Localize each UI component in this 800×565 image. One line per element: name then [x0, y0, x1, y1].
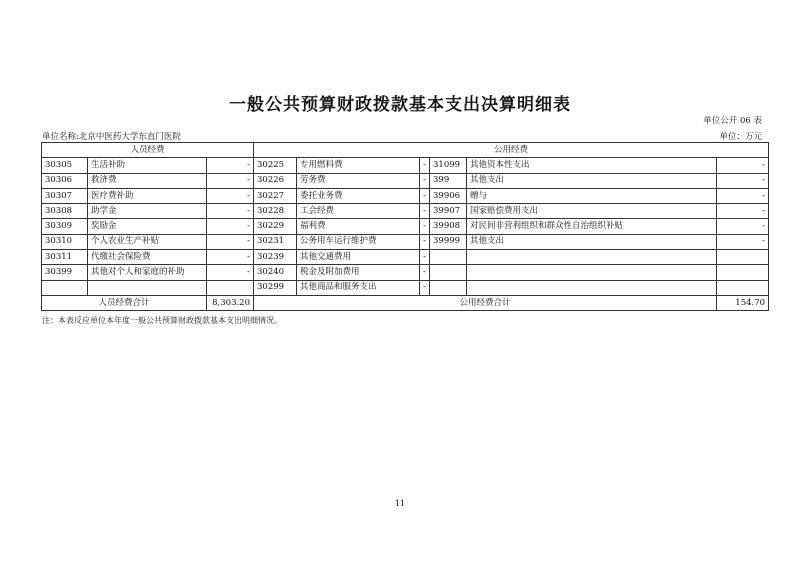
personnel-item: 个人农业生产补贴	[88, 234, 207, 249]
personnel-item: 医疗费补助	[88, 188, 207, 203]
public-value-2: -	[717, 188, 769, 203]
personnel-value: -	[207, 219, 254, 234]
table-row	[42, 265, 769, 280]
public-item: 委托业务费	[297, 188, 420, 203]
personnel-code: 30399	[42, 265, 88, 280]
personnel-code: 30306	[42, 173, 88, 188]
public-code: 30225	[254, 158, 297, 173]
table-number: 单位公开 06 表	[703, 116, 762, 126]
personnel-header: 人员经费	[42, 143, 254, 158]
public-code-2: 39906	[430, 188, 467, 203]
totals-row	[42, 295, 769, 310]
public-code: 30239	[254, 250, 297, 265]
public-code-2: 31099	[430, 158, 467, 173]
personnel-value: -	[207, 250, 254, 265]
personnel-value: -	[207, 265, 254, 280]
personnel-total-label: 人员经费合计	[42, 295, 207, 310]
table-row	[42, 173, 769, 188]
personnel-code: 30307	[42, 188, 88, 203]
personnel-value: -	[207, 158, 254, 173]
public-code: 30227	[254, 188, 297, 203]
table-row	[42, 280, 769, 295]
personnel-item: 救济费	[88, 173, 207, 188]
public-value-2	[717, 265, 769, 280]
public-code-2: 399	[430, 173, 467, 188]
public-value-2: -	[717, 219, 769, 234]
personnel-item	[88, 280, 207, 295]
public-value: -	[420, 204, 430, 219]
public-code-2	[430, 250, 467, 265]
public-item-2	[467, 280, 717, 295]
public-item-2: 其他支出	[467, 234, 717, 249]
table-row	[42, 188, 769, 203]
public-value-2: -	[717, 204, 769, 219]
personnel-code: 30309	[42, 219, 88, 234]
public-total-label: 公用经费合计	[254, 295, 717, 310]
page-number: 11	[394, 499, 406, 508]
public-item-2	[467, 265, 717, 280]
personnel-value	[207, 280, 254, 295]
table-row	[42, 234, 769, 249]
expenditure-table	[41, 142, 769, 311]
public-code: 30229	[254, 219, 297, 234]
unit-name: 单位名称:北京中医药大学东直门医院	[42, 132, 181, 142]
public-item: 公务用车运行维护费	[297, 234, 420, 249]
public-item-2	[467, 250, 717, 265]
public-code-2	[430, 280, 467, 295]
table-row	[42, 250, 769, 265]
footnote: 注：本表反应单位本年度一般公共预算财政拨款基本支出明细情况。	[42, 316, 282, 325]
public-code-2: 39999	[430, 234, 467, 249]
personnel-value: -	[207, 234, 254, 249]
personnel-value: -	[207, 204, 254, 219]
public-item: 税金及附加费用	[297, 265, 420, 280]
public-value: -	[420, 219, 430, 234]
public-value-2	[717, 280, 769, 295]
public-code: 30231	[254, 234, 297, 249]
personnel-item: 代缴社会保险费	[88, 250, 207, 265]
public-value-2: -	[717, 173, 769, 188]
personnel-item: 奖励金	[88, 219, 207, 234]
public-item: 其他交通费用	[297, 250, 420, 265]
public-item: 福利费	[297, 219, 420, 234]
table-row	[42, 219, 769, 234]
public-code-2: 39908	[430, 219, 467, 234]
public-value: -	[420, 250, 430, 265]
public-item: 劳务费	[297, 173, 420, 188]
personnel-code: 30308	[42, 204, 88, 219]
public-item: 工会经费	[297, 204, 420, 219]
personnel-value: -	[207, 188, 254, 203]
public-value: -	[420, 265, 430, 280]
public-value: -	[420, 280, 430, 295]
public-item-2: 其他资本性支出	[467, 158, 717, 173]
table-row	[42, 204, 769, 219]
public-item: 其他商品和服务支出	[297, 280, 420, 295]
personnel-code	[42, 280, 88, 295]
public-item-2: 赠与	[467, 188, 717, 203]
public-code: 30226	[254, 173, 297, 188]
public-header: 公用经费	[254, 143, 769, 158]
personnel-item: 生活补助	[88, 158, 207, 173]
personnel-code: 30310	[42, 234, 88, 249]
public-code-2	[430, 265, 467, 280]
public-value-2: -	[717, 158, 769, 173]
public-item-2: 国家赔偿费用支出	[467, 204, 717, 219]
public-value-2	[717, 250, 769, 265]
public-value: -	[420, 173, 430, 188]
personnel-item: 助学金	[88, 204, 207, 219]
personnel-code: 30305	[42, 158, 88, 173]
table-row	[42, 158, 769, 173]
public-item-2: 对民间非营利组织和群众性自治组织补贴	[467, 219, 717, 234]
public-item: 专用燃料费	[297, 158, 420, 173]
public-code: 30228	[254, 204, 297, 219]
public-code-2: 39907	[430, 204, 467, 219]
personnel-code: 30311	[42, 250, 88, 265]
public-value-2: -	[717, 234, 769, 249]
public-total-value: 154.70	[717, 295, 769, 310]
page-title: 一般公共预算财政拨款基本支出决算明细表	[229, 95, 571, 115]
public-code: 30299	[254, 280, 297, 295]
header-row	[42, 143, 769, 158]
personnel-value: -	[207, 173, 254, 188]
public-value: -	[420, 188, 430, 203]
public-value: -	[420, 158, 430, 173]
personnel-item: 其他对个人和家庭的补助	[88, 265, 207, 280]
public-item-2: 其他支出	[467, 173, 717, 188]
personnel-total-value: 8,303.20	[207, 295, 254, 310]
currency-unit: 单位：万元	[719, 132, 762, 142]
public-value: -	[420, 234, 430, 249]
public-code: 30240	[254, 265, 297, 280]
